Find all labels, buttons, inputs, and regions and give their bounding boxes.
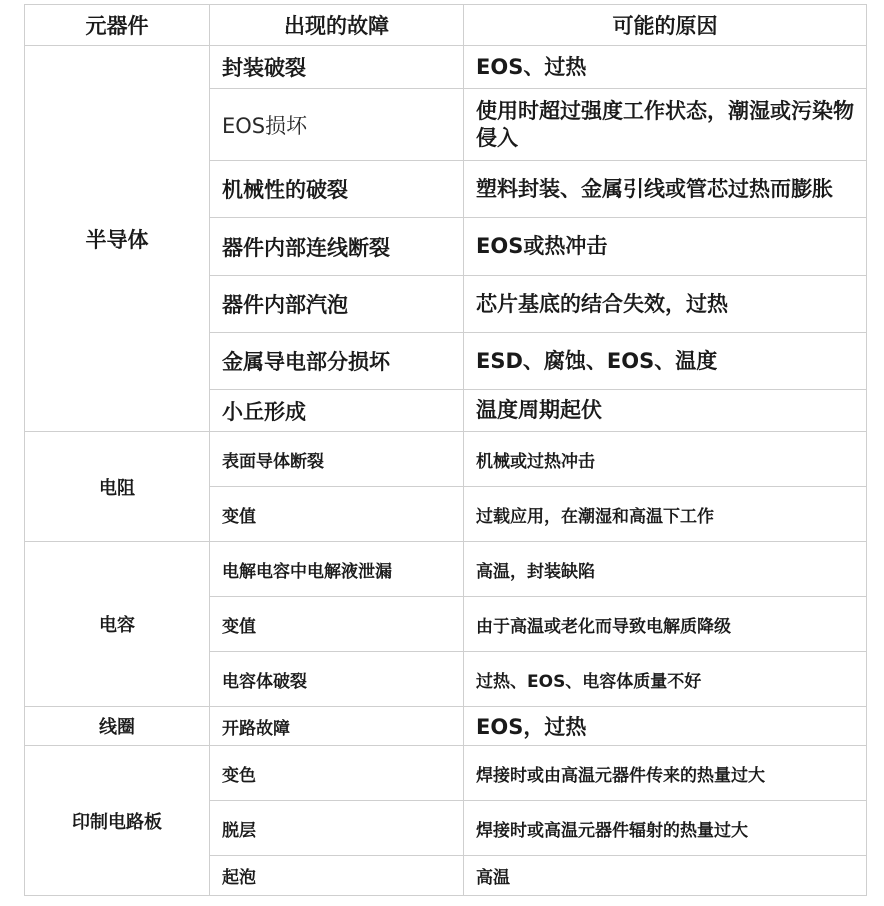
group-resistor [25,432,867,542]
fault-cell: 封装破裂 [210,46,464,89]
cause-cell: 过热、EOS、电容体质量不好 [464,652,867,707]
fault-cell: 电解电容中电解液泄漏 [210,542,464,597]
cause-cell: 过载应用，在潮湿和高温下工作 [464,487,867,542]
group-semiconductor [25,46,867,432]
fault-cell: EOS损坏 [210,89,464,161]
component-cell: 半导体 [25,46,210,432]
fault-cell: 脱层 [210,801,464,856]
group-pcb [25,746,867,896]
cause-cell: 温度周期起伏 [464,390,867,432]
group-capacitor [25,542,867,707]
fault-cell: 开路故障 [210,707,464,746]
table-row [25,746,867,801]
table-row [25,542,867,597]
fault-cell: 电容体破裂 [210,652,464,707]
cause-cell: 焊接时或由高温元器件传来的热量过大 [464,746,867,801]
component-cell: 电阻 [25,432,210,542]
cause-cell: EOS或热冲击 [464,218,867,276]
fault-cell: 金属导电部分损坏 [210,333,464,390]
component-cell: 电容 [25,542,210,707]
fault-cell: 表面导体断裂 [210,432,464,487]
cause-cell: 由于高温或老化而导致电解质降级 [464,597,867,652]
cause-cell: 芯片基底的结合失效，过热 [464,276,867,333]
table-row [25,707,867,746]
cause-cell: 塑料封装、金属引线或管芯过热而膨胀 [464,161,867,218]
cause-cell: 高温，封装缺陷 [464,542,867,597]
cause-cell: 使用时超过强度工作状态，潮湿或污染物侵入 [464,89,867,161]
fault-cell: 器件内部连线断裂 [210,218,464,276]
table-row [25,46,867,89]
group-coil [25,707,867,746]
table-header-row [25,5,867,46]
component-cell: 印制电路板 [25,746,210,896]
cause-cell: EOS、过热 [464,46,867,89]
component-cell: 线圈 [25,707,210,746]
header-cause: 可能的原因 [464,5,867,46]
table-row [25,432,867,487]
cause-cell: ESD、腐蚀、EOS、温度 [464,333,867,390]
fault-cell: 器件内部汽泡 [210,276,464,333]
cause-cell: 焊接时或高温元器件辐射的热量过大 [464,801,867,856]
fault-cell: 小丘形成 [210,390,464,432]
fault-cell: 变值 [210,487,464,542]
fault-cell: 起泡 [210,856,464,896]
cause-cell: 机械或过热冲击 [464,432,867,487]
cause-cell: 高温 [464,856,867,896]
header-fault: 出现的故障 [210,5,464,46]
cause-cell: EOS，过热 [464,707,867,746]
fault-cell: 变色 [210,746,464,801]
header-component: 元器件 [25,5,210,46]
fault-cell: 机械性的破裂 [210,161,464,218]
fault-cell: 变值 [210,597,464,652]
component-fault-table [24,4,867,896]
